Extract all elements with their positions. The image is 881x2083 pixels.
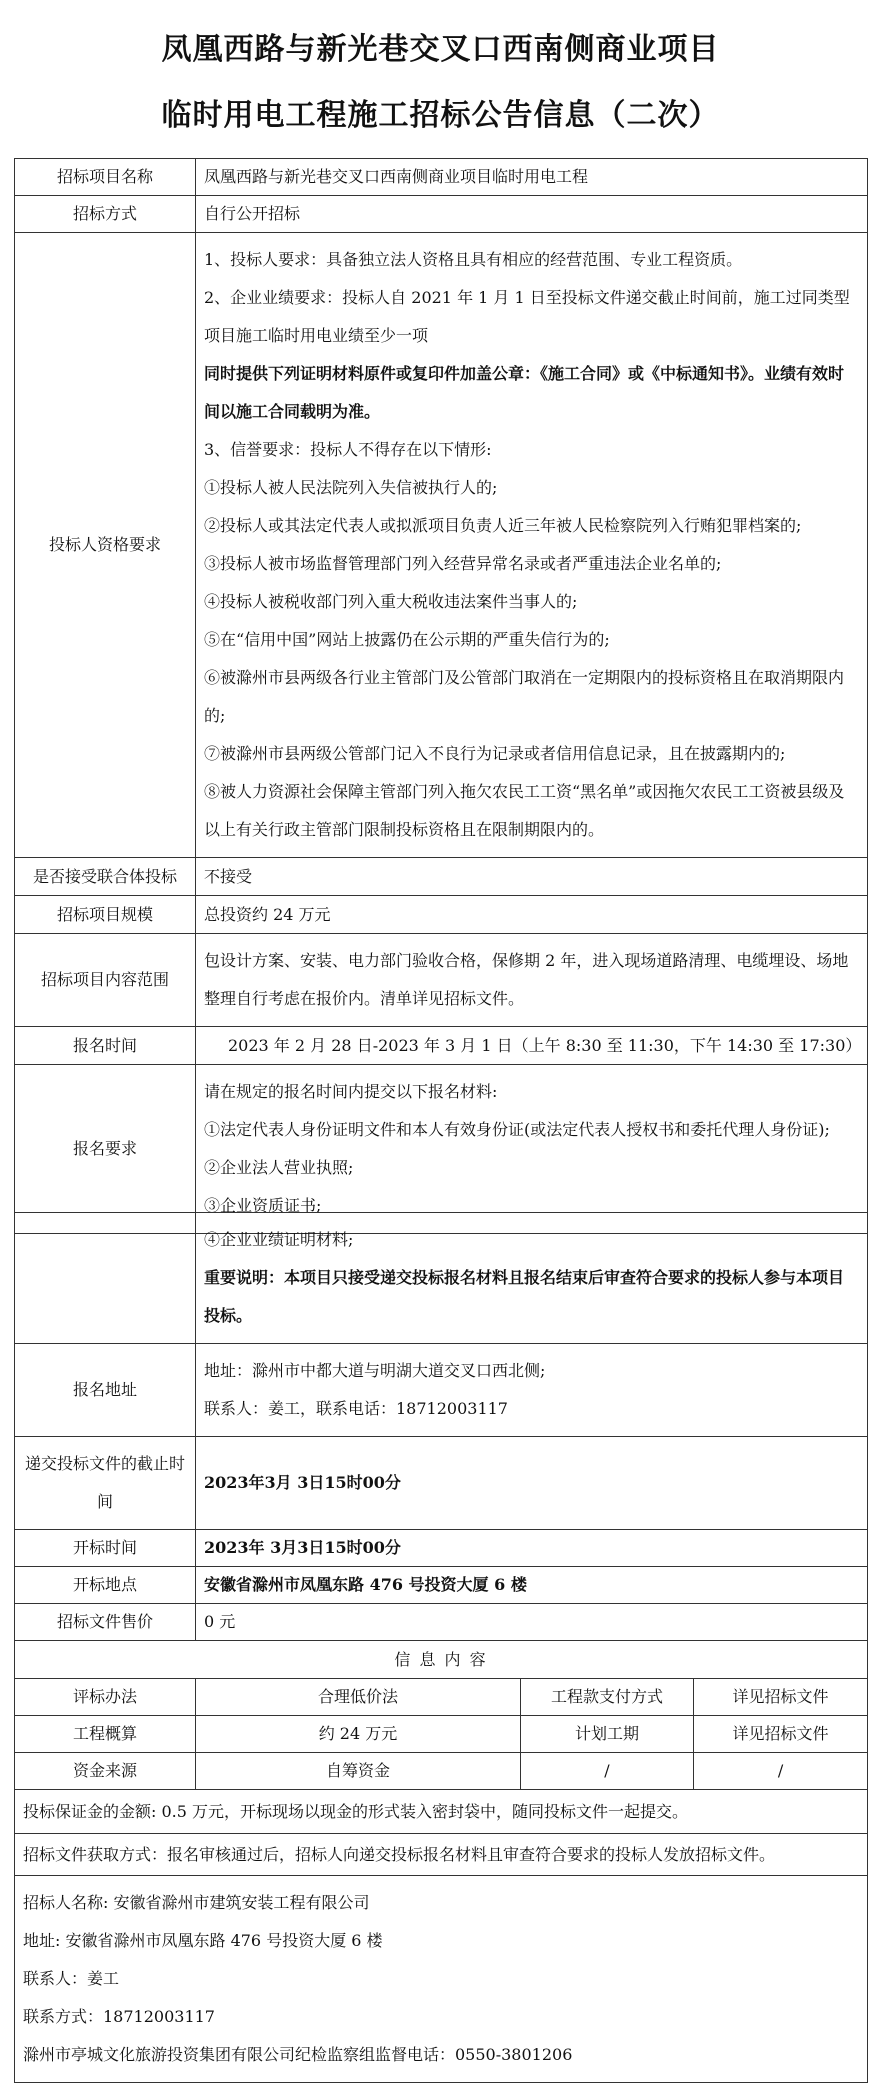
title-line-2: 临时用电工程施工招标公告信息（二次） [161,98,720,133]
opening-place-label: 开标地点 [15,1567,196,1604]
method-value: 自行公开招标 [196,196,868,233]
document-price-label: 招标文件售价 [15,1604,196,1641]
tender-table-page-2 [14,1212,868,2083]
consortium-label: 是否接受联合体投标 [15,858,196,896]
qual-line: ⑧被人力资源社会保障主管部门列入拖欠农民工工资“黑名单”或因拖欠农民工工资被县级及以上有关行政主管部门限制投标资格且在限制期限内的。 [204,782,845,839]
document-price-value: 0 元 [196,1604,868,1641]
info-cell: 工程概算 [15,1716,196,1753]
opening-time-value: 2023年 3月3日15时00分 [196,1530,868,1567]
tenderer-contact-person: 联系人：姜工 [23,1969,120,1988]
qual-line: ②投标人或其法定代表人或拟派项目负责人近三年被人民检察院列入行贿犯罪档案的; [204,516,802,535]
tender-table-page-1 [14,158,868,1234]
reg-req-line: 请在规定的报名时间内提交以下报名材料: [204,1082,498,1101]
opening-time-label: 开标时间 [15,1530,196,1567]
qual-line: ④投标人被税收部门列入重大税收违法案件当事人的; [204,592,578,611]
info-section-header: 信 息 内 容 [15,1641,868,1679]
supervision-phone: 滁州市亭城文化旅游投资集团有限公司纪检监察组监督电话：0550-3801206 [23,2045,573,2064]
deposit-info: 投标保证金的金额: 0.5 万元，开标现场以现金的形式装入密封袋中，随同投标文件一起提交。 [15,1790,868,1834]
deadline-label: 递交投标文件的截止时间 [15,1437,196,1530]
info-cell: 合理低价法 [196,1679,521,1716]
info-cell: 计划工期 [521,1716,694,1753]
qual-line: 2、企业业绩要求：投标人自 2021 年 1 月 1 日至投标文件递交截止时间前，施工过同类型项目施工临时用电业绩至少一项 [204,288,850,345]
info-cell: 评标办法 [15,1679,196,1716]
project-name-value: 凤凰西路与新光巷交叉口西南侧商业项目临时用电工程 [196,159,868,196]
qualification-content [196,233,868,858]
registration-requirements-label: 报名要求 [15,1065,196,1234]
consortium-value: 不接受 [196,858,868,896]
reg-req-line: ①法定代表人身份证明文件和本人有效身份证(或法定代表人授权书和委托代理人身份证); [204,1120,830,1139]
info-cell: 详见招标文件 [694,1679,868,1716]
qual-line: ⑥被滁州市县两级各行业主管部门及公管部门取消在一定期限内的投标资格且在取消期限内的; [204,668,845,725]
qual-line: 1、投标人要求：具备独立法人资格且具有相应的经营范围、专业工程资质。 [204,250,743,269]
qual-line: ⑤在“信用中国”网站上披露仍在公示期的严重失信行为的; [204,630,610,649]
reg-req-line: ②企业法人营业执照; [204,1158,354,1177]
tenderer-contact-method: 联系方式：18712003117 [23,2007,215,2026]
obtain-method: 招标文件获取方式：报名审核通过后，招标人向递交投标报名材料且审查符合要求的投标人发放招标文件。 [15,1834,868,1876]
info-cell: 工程款支付方式 [521,1679,694,1716]
registration-time-label: 报名时间 [15,1027,196,1065]
tenderer-address: 地址: 安徽省滁州市凤凰东路 476 号投资大厦 6 楼 [23,1931,383,1950]
deadline-value: 2023年3月 3日15时00分 [196,1437,868,1530]
project-name-label: 招标项目名称 [15,159,196,196]
opening-place-value: 安徽省滁州市凤凰东路 476 号投资大厦 6 楼 [196,1567,868,1604]
reg-req-line: ④企业业绩证明材料; [204,1230,354,1249]
registration-address-label: 报名地址 [15,1344,196,1437]
registration-address: 地址：滁州市中都大道与明湖大道交叉口西北侧; [204,1361,546,1380]
qualification-label: 投标人资格要求 [15,233,196,858]
info-cell: 详见招标文件 [694,1716,868,1753]
info-cell: 资金来源 [15,1753,196,1790]
info-cell: 约 24 万元 [196,1716,521,1753]
registration-requirements-content [196,1065,868,1234]
info-cell: 自筹资金 [196,1753,521,1790]
reg-req-line: ③企业资质证书; [204,1196,322,1215]
qual-bold-note: 同时提供下列证明材料原件或复印件加盖公章：《施工合同》或《中标通知书》。业绩有效时间以施工合同载明为准。 [204,364,845,421]
registration-address-content [196,1344,868,1437]
qual-line: 3、信誉要求：投标人不得存在以下情形: [204,440,492,459]
info-cell: / [694,1753,868,1790]
info-cell: / [521,1753,694,1790]
registration-contact: 联系人：姜工，联系电话：18712003117 [204,1399,508,1418]
scope-value: 包设计方案、安装、电力部门验收合格，保修期 2 年，进入现场道路清理、电缆埋设、场地整理自行考虑在报价内。清单详见招标文件。 [196,934,868,1027]
scope-label: 招标项目内容范围 [15,934,196,1027]
registration-requirements-cont-label [15,1213,196,1344]
tenderer-name: 招标人名称: 安徽省滁州市建筑安装工程有限公司 [23,1893,370,1912]
scale-label: 招标项目规模 [15,896,196,934]
qual-line: ⑦被滁州市县两级公管部门记入不良行为记录或者信用信息记录，且在披露期内的; [204,744,786,763]
qual-line: ③投标人被市场监督管理部门列入经营异常名录或者严重违法企业名单的; [204,554,722,573]
title-line-1: 凤凰西路与新光巷交叉口西南侧商业项目 [161,32,720,67]
registration-time-value: 2023 年 2 月 28 日-2023 年 3 月 1 日（上午 8:30 至 11:30，下午 14:30 至 17:30） [196,1027,868,1065]
important-note: 重要说明：本项目只接受递交投标报名材料且报名结束后审查符合要求的投标人参与本项目投标。 [204,1268,845,1325]
registration-requirements-cont [196,1213,868,1344]
tenderer-info [15,1876,868,2083]
qual-line: ①投标人被人民法院列入失信被执行人的; [204,478,498,497]
scale-value: 总投资约 24 万元 [196,896,868,934]
method-label: 招标方式 [15,196,196,233]
